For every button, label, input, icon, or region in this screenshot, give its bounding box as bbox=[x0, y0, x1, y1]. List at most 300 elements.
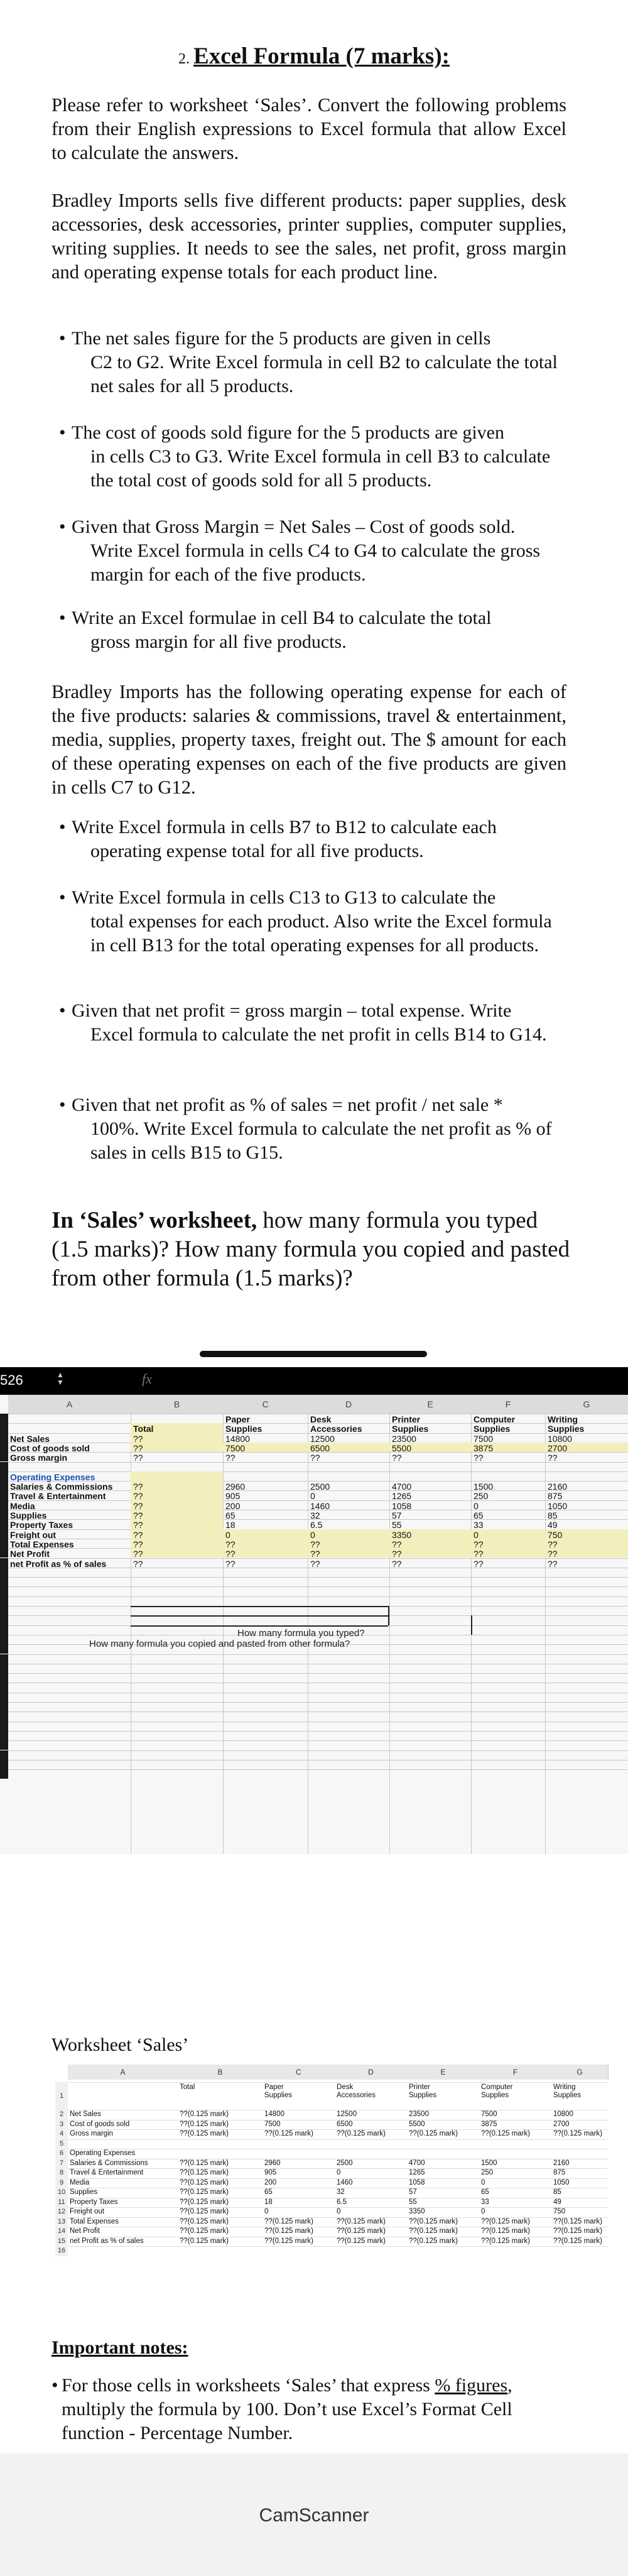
note-underlined: % figures bbox=[435, 2375, 508, 2396]
data-cell: 2960 bbox=[264, 2159, 281, 2167]
row-label[interactable]: Net Profit bbox=[10, 1549, 50, 1559]
data-cell[interactable]: ?? bbox=[310, 1453, 320, 1463]
data-cell: Computer Supplies bbox=[481, 2083, 513, 2099]
data-cell[interactable]: ?? bbox=[474, 1453, 484, 1463]
grid-line bbox=[55, 2139, 608, 2140]
column-header: G bbox=[551, 2065, 609, 2080]
row-label: Media bbox=[70, 2178, 90, 2186]
data-cell[interactable]: ?? bbox=[548, 1549, 558, 1559]
column-header: B bbox=[178, 2065, 263, 2080]
data-cell[interactable]: 0 bbox=[474, 1529, 479, 1540]
question-rest: how many formula you typed (1.5 marks)? How many formula you copied and pasted from other formula (1.5 marks)? bbox=[51, 1208, 570, 1291]
row-number: 13 bbox=[55, 2217, 68, 2227]
data-cell: ??(0.125 mark) bbox=[180, 2120, 229, 2128]
data-cell[interactable]: 3350 bbox=[392, 1529, 412, 1540]
row-number: 9 bbox=[55, 2178, 68, 2188]
row-label[interactable]: Travel & Entertainment bbox=[10, 1491, 106, 1502]
data-cell[interactable]: 2500 bbox=[310, 1482, 330, 1492]
bullet-continuation: total expenses for each product. Also write the Excel formula in cell B13 for the total operating expenses for all products. bbox=[90, 911, 552, 956]
data-cell: ??(0.125 mark) bbox=[180, 2130, 229, 2137]
data-cell: 0 bbox=[481, 2208, 485, 2215]
header-product[interactable]: Paper bbox=[225, 1414, 250, 1424]
data-cell[interactable]: 2700 bbox=[548, 1443, 568, 1453]
row-header[interactable] bbox=[0, 1654, 8, 1664]
column-header: D bbox=[335, 2065, 408, 2080]
footer-bar bbox=[0, 2453, 628, 2576]
data-cell[interactable]: 5500 bbox=[392, 1443, 412, 1453]
bullet-item bbox=[59, 515, 561, 587]
data-cell[interactable]: 57 bbox=[392, 1510, 402, 1520]
grid-line bbox=[55, 2082, 608, 2083]
bullet-first-line: Write Excel formula in cells B7 to B12 to calculate each bbox=[72, 817, 497, 838]
data-cell: 0 bbox=[337, 2169, 341, 2176]
data-cell[interactable]: ?? bbox=[474, 1549, 484, 1559]
row-header[interactable] bbox=[0, 1625, 8, 1635]
bullet-continuation: operating expense total for all five products. bbox=[90, 841, 424, 861]
row-label[interactable]: Supplies bbox=[10, 1510, 47, 1520]
data-cell[interactable]: ?? bbox=[225, 1539, 236, 1549]
data-cell: ??(0.125 mark) bbox=[264, 2217, 313, 2225]
grid-line bbox=[55, 2207, 608, 2208]
header-product[interactable]: Computer bbox=[474, 1414, 516, 1424]
data-cell: 0 bbox=[264, 2208, 269, 2215]
header-total[interactable]: Total bbox=[133, 1424, 154, 1434]
row-header[interactable] bbox=[0, 1760, 8, 1769]
row-label[interactable]: Media bbox=[10, 1500, 35, 1511]
bullet-dot: • bbox=[59, 817, 66, 838]
row-header[interactable] bbox=[0, 1693, 8, 1702]
column-header[interactable]: E bbox=[389, 1395, 472, 1414]
bullet-dot: • bbox=[59, 608, 66, 628]
row-header[interactable] bbox=[0, 1722, 8, 1731]
data-cell: 33 bbox=[481, 2198, 489, 2206]
data-cell: 57 bbox=[409, 2188, 417, 2196]
data-cell[interactable]: 2160 bbox=[548, 1482, 568, 1492]
data-cell[interactable]: 1460 bbox=[310, 1500, 330, 1511]
row-header[interactable] bbox=[0, 1471, 8, 1481]
data-cell[interactable]: 14800 bbox=[225, 1433, 250, 1444]
highlight-fill bbox=[223, 1529, 628, 1558]
data-cell[interactable]: ?? bbox=[133, 1529, 143, 1540]
grid-line bbox=[55, 2246, 608, 2247]
data-cell[interactable]: ?? bbox=[133, 1558, 143, 1569]
bullet-item bbox=[59, 606, 561, 654]
data-cell[interactable]: ?? bbox=[133, 1500, 143, 1511]
data-cell: ??(0.125 mark) bbox=[553, 2217, 602, 2225]
header-product[interactable]: Supplies bbox=[474, 1424, 511, 1434]
data-cell: ??(0.125 mark) bbox=[481, 2227, 530, 2235]
row-number: 2 bbox=[55, 2110, 68, 2120]
row-label: net Profit as % of sales bbox=[70, 2237, 144, 2245]
data-cell[interactable]: 250 bbox=[474, 1491, 489, 1502]
row-label: Net Sales bbox=[70, 2110, 101, 2118]
home-indicator bbox=[200, 1351, 427, 1357]
column-header[interactable]: A bbox=[8, 1395, 131, 1414]
stepper-arrows-icon: ▲ ▼ bbox=[57, 1370, 64, 1387]
data-cell: ??(0.125 mark) bbox=[481, 2217, 530, 2225]
data-cell: 905 bbox=[264, 2169, 277, 2176]
bullet-item bbox=[59, 1093, 561, 1165]
row-label[interactable]: Freight out bbox=[10, 1529, 57, 1540]
bullet-item bbox=[59, 999, 561, 1047]
data-cell[interactable]: 1058 bbox=[392, 1500, 412, 1511]
row-header[interactable] bbox=[0, 1529, 8, 1539]
worksheet-sales-table bbox=[55, 2065, 608, 2303]
column-header[interactable]: D bbox=[308, 1395, 390, 1414]
data-cell[interactable]: 0 bbox=[310, 1491, 315, 1502]
grid-line bbox=[545, 1414, 546, 1854]
row-header[interactable] bbox=[0, 1596, 8, 1606]
row-header[interactable] bbox=[0, 1702, 8, 1711]
data-cell: ??(0.125 mark) bbox=[180, 2198, 229, 2206]
data-cell[interactable]: ?? bbox=[225, 1549, 236, 1559]
data-cell: ??(0.125 mark) bbox=[409, 2130, 458, 2137]
data-cell[interactable]: 2960 bbox=[225, 1482, 246, 1492]
data-cell[interactable]: 905 bbox=[225, 1491, 241, 1502]
header-product[interactable]: Accessories bbox=[310, 1424, 362, 1434]
row-header[interactable] bbox=[0, 1673, 8, 1683]
data-cell: ??(0.125 mark) bbox=[180, 2178, 229, 2186]
row-header[interactable] bbox=[0, 1433, 8, 1443]
data-cell: ??(0.125 mark) bbox=[481, 2130, 530, 2137]
data-cell[interactable]: 1265 bbox=[392, 1491, 412, 1502]
row-label[interactable]: net Profit as % of sales bbox=[10, 1558, 107, 1569]
row-header[interactable] bbox=[0, 1539, 8, 1548]
data-cell[interactable]: ?? bbox=[474, 1539, 484, 1549]
data-cell: 200 bbox=[264, 2178, 277, 2186]
data-cell[interactable]: 7500 bbox=[225, 1443, 246, 1453]
row-label[interactable]: Salaries & Commissions bbox=[10, 1482, 113, 1492]
data-cell: ??(0.125 mark) bbox=[180, 2217, 229, 2225]
data-cell: ??(0.125 mark) bbox=[180, 2208, 229, 2215]
column-header: F bbox=[479, 2065, 552, 2080]
grid-line bbox=[0, 1702, 628, 1703]
data-cell[interactable]: 12500 bbox=[310, 1433, 335, 1444]
data-cell[interactable]: ?? bbox=[133, 1549, 143, 1559]
data-cell[interactable]: ?? bbox=[310, 1558, 320, 1569]
data-cell: 6500 bbox=[337, 2120, 353, 2128]
expense-paragraph: Bradley Imports has the following operating expense for each of the five products: salaries & commissions, travel & entertainment, media, supplies, property taxes, freight out. The $ amount for each of these operating expenses on each of the five products are given in cells C7 to G12. bbox=[51, 681, 566, 798]
data-cell[interactable]: ?? bbox=[392, 1453, 402, 1463]
row-header[interactable] bbox=[0, 1644, 8, 1654]
row-header[interactable] bbox=[0, 1740, 8, 1750]
bullet-item bbox=[59, 327, 561, 398]
data-cell[interactable]: 55 bbox=[392, 1520, 402, 1531]
row-header[interactable] bbox=[0, 1750, 8, 1760]
border-line bbox=[131, 1606, 388, 1607]
header-product[interactable]: Supplies bbox=[225, 1424, 263, 1434]
data-cell[interactable]: ?? bbox=[133, 1539, 143, 1549]
row-label[interactable]: Property Taxes bbox=[10, 1520, 73, 1531]
data-cell: 4700 bbox=[409, 2159, 425, 2167]
data-cell[interactable]: 85 bbox=[548, 1510, 558, 1520]
data-cell: 1265 bbox=[409, 2169, 425, 2176]
row-number: 12 bbox=[55, 2207, 68, 2217]
data-cell: 1050 bbox=[553, 2178, 570, 2186]
data-cell: 750 bbox=[553, 2208, 566, 2215]
header-product[interactable]: Writing bbox=[548, 1414, 578, 1424]
bullet-item bbox=[59, 421, 561, 493]
data-cell[interactable]: 750 bbox=[548, 1529, 563, 1540]
column-header[interactable]: B bbox=[131, 1395, 224, 1414]
question-paragraph bbox=[51, 1206, 579, 1293]
row-header[interactable] bbox=[0, 1490, 8, 1500]
bullet-first-line: Given that net profit = gross margin – total expense. Write bbox=[72, 1000, 512, 1021]
bullet-first-line: Given that Gross Margin = Net Sales – Cost of goods sold. bbox=[72, 516, 516, 537]
spreadsheet-grid bbox=[0, 1395, 628, 1854]
data-cell[interactable]: 23500 bbox=[392, 1433, 416, 1444]
row-number: 7 bbox=[55, 2159, 68, 2169]
question-typed: How many formula you typed? bbox=[237, 1627, 365, 1639]
row-header[interactable] bbox=[0, 1577, 8, 1586]
data-cell[interactable]: 10800 bbox=[548, 1433, 572, 1444]
row-label: Salaries & Commissions bbox=[70, 2159, 148, 2167]
data-cell: 32 bbox=[337, 2188, 345, 2196]
data-cell: 14800 bbox=[264, 2110, 284, 2118]
row-number: 6 bbox=[55, 2149, 68, 2159]
data-cell: ??(0.125 mark) bbox=[337, 2130, 386, 2137]
data-cell: 250 bbox=[481, 2169, 494, 2176]
row-label[interactable]: Cost of goods sold bbox=[10, 1443, 90, 1453]
row-header[interactable] bbox=[0, 1615, 8, 1625]
grid-line bbox=[55, 2178, 608, 2179]
data-cell[interactable]: 49 bbox=[548, 1520, 558, 1531]
data-cell: 1058 bbox=[409, 2178, 425, 2186]
column-header[interactable]: G bbox=[545, 1395, 628, 1414]
highlight-fill bbox=[131, 1471, 223, 1558]
section-title bbox=[0, 43, 628, 70]
bullet-dot: • bbox=[59, 422, 66, 443]
bullet-dot: • bbox=[59, 1000, 66, 1021]
data-cell[interactable]: 0 bbox=[474, 1500, 479, 1511]
data-cell[interactable]: ?? bbox=[133, 1433, 143, 1444]
column-header: A bbox=[68, 2065, 178, 2080]
data-cell: ??(0.125 mark) bbox=[180, 2237, 229, 2245]
data-cell[interactable]: ?? bbox=[133, 1491, 143, 1502]
grid-line bbox=[0, 1654, 628, 1655]
grid-line bbox=[0, 1673, 628, 1674]
bullet-dot: • bbox=[59, 516, 66, 537]
data-cell: ??(0.125 mark) bbox=[264, 2130, 313, 2137]
row-header[interactable] bbox=[0, 1519, 8, 1529]
row-label[interactable]: Total Expenses bbox=[10, 1539, 74, 1549]
bullet-first-line: Given that net profit as % of sales = net profit / net sale * bbox=[72, 1094, 503, 1115]
data-cell[interactable]: 65 bbox=[474, 1510, 484, 1520]
border-line bbox=[388, 1606, 389, 1625]
data-cell: ??(0.125 mark) bbox=[180, 2227, 229, 2235]
data-cell: ??(0.125 mark) bbox=[180, 2159, 229, 2167]
data-cell: ??(0.125 mark) bbox=[553, 2130, 602, 2137]
row-header[interactable] bbox=[0, 1414, 8, 1423]
data-cell[interactable]: ?? bbox=[133, 1482, 143, 1492]
data-cell[interactable]: 1050 bbox=[548, 1500, 568, 1511]
bullet-item bbox=[59, 886, 561, 958]
row-label: Operating Expenses bbox=[70, 2149, 136, 2157]
row-number: 10 bbox=[55, 2188, 68, 2198]
row-number: 4 bbox=[55, 2129, 68, 2139]
data-cell: ??(0.125 mark) bbox=[481, 2237, 530, 2245]
intro-paragraph: Please refer to worksheet ‘Sales’. Convert the following problems from their English expressions to Excel formula that allow Excel to calculate the answers. bbox=[51, 94, 566, 163]
data-cell: ??(0.125 mark) bbox=[553, 2227, 602, 2235]
data-cell[interactable]: ?? bbox=[225, 1558, 236, 1569]
row-number: 8 bbox=[55, 2168, 68, 2178]
row-header[interactable] bbox=[0, 1481, 8, 1490]
row-header[interactable] bbox=[0, 1769, 8, 1779]
row-number: 11 bbox=[55, 2198, 68, 2208]
row-header[interactable] bbox=[0, 1510, 8, 1519]
row-label[interactable]: Net Sales bbox=[10, 1433, 50, 1444]
grid-line bbox=[0, 1711, 628, 1712]
data-cell[interactable]: 32 bbox=[310, 1510, 320, 1520]
data-cell: Writing Supplies bbox=[553, 2083, 582, 2099]
bullet-continuation: C2 to G2. Write Excel formula in cell B2 to calculate the total net sales for all 5 products. bbox=[90, 352, 558, 396]
note-rest: , multiply the formula by 100. Don’t use Excel’s Format Cell function - Percentage Number. bbox=[62, 2375, 512, 2443]
data-cell: Desk Accessories bbox=[337, 2083, 376, 2099]
notes-title: Important notes: bbox=[51, 2337, 188, 2358]
row-number: 14 bbox=[55, 2227, 68, 2237]
data-cell[interactable]: 18 bbox=[225, 1520, 236, 1531]
bullet-continuation: Write Excel formula in cells C4 to G4 to calculate the gross margin for each of the five products. bbox=[90, 540, 541, 585]
data-cell: ??(0.125 mark) bbox=[409, 2227, 458, 2235]
note-bullet bbox=[51, 2374, 564, 2445]
grid-line bbox=[0, 1740, 628, 1741]
column-header: C bbox=[263, 2065, 335, 2080]
data-cell[interactable]: 1500 bbox=[474, 1482, 494, 1492]
formula-bar bbox=[0, 1367, 628, 1395]
data-cell: ??(0.125 mark) bbox=[180, 2169, 229, 2176]
row-label: Gross margin bbox=[70, 2130, 114, 2137]
row-header[interactable] bbox=[0, 1586, 8, 1596]
data-cell: ??(0.125 mark) bbox=[337, 2217, 386, 2225]
grid-line bbox=[223, 1414, 224, 1854]
bullet-first-line: The cost of goods sold figure for the 5 products are given bbox=[72, 422, 504, 443]
data-cell[interactable]: ?? bbox=[133, 1443, 143, 1453]
data-cell[interactable]: 33 bbox=[474, 1520, 484, 1531]
header-product[interactable]: Supplies bbox=[392, 1424, 429, 1434]
border-line bbox=[131, 1625, 388, 1627]
data-cell: 7500 bbox=[264, 2120, 281, 2128]
column-header[interactable]: F bbox=[471, 1395, 546, 1414]
row-label: Supplies bbox=[70, 2188, 98, 2196]
data-cell[interactable]: 6.5 bbox=[310, 1520, 323, 1531]
data-cell: ??(0.125 mark) bbox=[180, 2110, 229, 2118]
footer-brand: CamScanner bbox=[259, 2505, 369, 2526]
data-cell: ??(0.125 mark) bbox=[553, 2237, 602, 2245]
data-cell: 65 bbox=[264, 2188, 273, 2196]
data-cell: 10800 bbox=[553, 2110, 573, 2118]
row-header[interactable] bbox=[0, 1423, 8, 1433]
data-cell: ??(0.125 mark) bbox=[409, 2237, 458, 2245]
data-cell[interactable]: 200 bbox=[225, 1500, 241, 1511]
highlight-fill bbox=[223, 1443, 628, 1452]
note-first: For those cells in worksheets ‘Sales’ that express bbox=[62, 2375, 435, 2396]
section-number: 2. bbox=[178, 51, 190, 67]
row-number: 3 bbox=[55, 2120, 68, 2130]
data-cell: ??(0.125 mark) bbox=[337, 2237, 386, 2245]
data-cell: 0 bbox=[481, 2178, 485, 2186]
data-cell: 85 bbox=[553, 2188, 561, 2196]
bullet-item bbox=[59, 816, 561, 863]
data-cell[interactable]: ?? bbox=[392, 1558, 402, 1569]
data-cell: ??(0.125 mark) bbox=[409, 2217, 458, 2225]
data-cell: 875 bbox=[553, 2169, 566, 2176]
row-header[interactable] bbox=[0, 1452, 8, 1461]
border-line bbox=[131, 1615, 388, 1617]
data-cell[interactable]: 7500 bbox=[474, 1433, 494, 1444]
data-cell[interactable]: 0 bbox=[225, 1529, 230, 1540]
header-product[interactable]: Supplies bbox=[548, 1424, 585, 1434]
row-label[interactable]: Gross margin bbox=[10, 1453, 68, 1463]
row-header[interactable] bbox=[0, 1683, 8, 1692]
row-header[interactable] bbox=[0, 1443, 8, 1452]
data-cell[interactable]: ?? bbox=[548, 1539, 558, 1549]
row-label: Net Profit bbox=[70, 2227, 100, 2235]
question-copied: How many formula you copied and pasted from other formula? bbox=[89, 1638, 350, 1649]
data-cell: 5500 bbox=[409, 2120, 425, 2128]
header-product[interactable]: Printer bbox=[392, 1414, 421, 1424]
row-header[interactable] bbox=[0, 1462, 8, 1471]
data-cell: ??(0.125 mark) bbox=[264, 2237, 313, 2245]
excel-screenshot bbox=[0, 1367, 628, 1854]
data-cell[interactable]: ?? bbox=[133, 1453, 143, 1463]
data-cell[interactable]: ?? bbox=[392, 1549, 402, 1559]
column-header[interactable]: C bbox=[223, 1395, 308, 1414]
worksheet-label: Worksheet ‘Sales’ bbox=[51, 2034, 189, 2055]
bullet-continuation: in cells C3 to G3. Write Excel formula in cell B3 to calculate the total cost of goods sold for all 5 products. bbox=[90, 446, 551, 491]
row-header[interactable] bbox=[0, 1731, 8, 1740]
data-cell[interactable]: 6500 bbox=[310, 1443, 330, 1453]
data-cell: 1500 bbox=[481, 2159, 497, 2167]
bullet-dot: • bbox=[59, 328, 66, 349]
row-header[interactable] bbox=[0, 1664, 8, 1673]
row-header[interactable] bbox=[0, 1711, 8, 1721]
row-header[interactable] bbox=[0, 1558, 8, 1568]
row-header[interactable] bbox=[0, 1635, 8, 1644]
data-cell[interactable]: ?? bbox=[310, 1539, 320, 1549]
data-cell[interactable]: ?? bbox=[133, 1510, 143, 1520]
data-cell: 3875 bbox=[481, 2120, 497, 2128]
data-cell[interactable]: 0 bbox=[310, 1529, 315, 1540]
data-cell[interactable]: ?? bbox=[133, 1520, 143, 1531]
data-cell: 55 bbox=[409, 2198, 417, 2206]
data-cell: 18 bbox=[264, 2198, 273, 2206]
data-cell: 12500 bbox=[337, 2110, 357, 2118]
bullet-dot: • bbox=[51, 2375, 58, 2396]
bullet-first-line: The net sales figure for the 5 products are given in cells bbox=[72, 328, 491, 349]
data-cell[interactable]: ?? bbox=[474, 1558, 484, 1569]
data-cell[interactable]: ?? bbox=[548, 1453, 558, 1463]
data-cell[interactable]: 65 bbox=[225, 1510, 236, 1520]
bullet-continuation: Excel formula to calculate the net profit in cells B14 to G14. bbox=[90, 1024, 547, 1045]
row-header[interactable] bbox=[0, 1606, 8, 1615]
data-cell[interactable]: ?? bbox=[225, 1453, 236, 1463]
header-product[interactable]: Desk bbox=[310, 1414, 332, 1424]
row-header[interactable] bbox=[0, 1500, 8, 1510]
data-cell[interactable]: 4700 bbox=[392, 1482, 412, 1492]
data-cell: 49 bbox=[553, 2198, 561, 2206]
row-label: Total Expenses bbox=[70, 2217, 119, 2225]
data-cell[interactable]: ?? bbox=[548, 1558, 558, 1569]
row-header[interactable] bbox=[0, 1548, 8, 1558]
products-paragraph: Bradley Imports sells five different products: paper supplies, desk accessories, desk accessories, printer supplies, computer supplies, writing supplies. It needs to see the sales, net profit, gross margin and operating expense totals for each product line. bbox=[51, 190, 566, 283]
grid-line bbox=[0, 1577, 628, 1578]
section-label-opex[interactable]: Operating Expenses bbox=[10, 1471, 95, 1482]
row-header[interactable] bbox=[0, 1568, 8, 1577]
data-cell[interactable]: 875 bbox=[548, 1491, 563, 1502]
data-cell[interactable]: ?? bbox=[392, 1539, 402, 1549]
data-cell[interactable]: 3875 bbox=[474, 1443, 494, 1453]
data-cell[interactable]: ?? bbox=[310, 1549, 320, 1559]
